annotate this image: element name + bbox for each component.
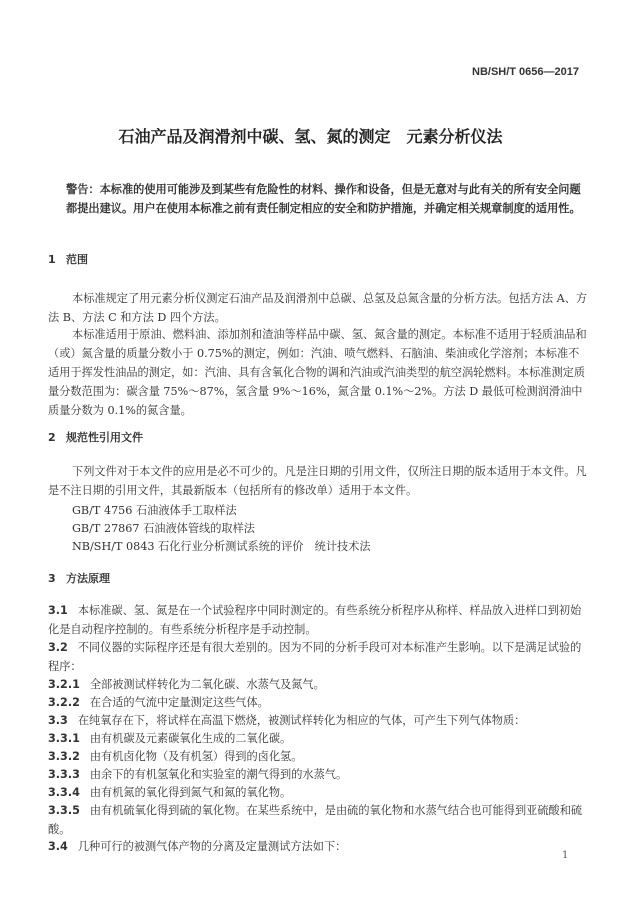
section-title: 规范性引用文件: [66, 431, 143, 444]
clause-3-3: [48, 712, 588, 731]
clause-number: 3.3.1: [48, 732, 80, 745]
clause-text: 由有机氮的氧化得到氮气和氮的氧化物。: [89, 786, 292, 799]
clause-text: 本标准碳、氢、氮是在一个试验程序中同时测定的。有些系统分析程序从称样、样品放入进样口到初始化是自动程序控制的。有些系统分析程序是手动控制。: [48, 604, 582, 636]
section-number: 2: [48, 431, 56, 444]
normative-reference: NB/SH/T 0843 石化行业分析测试系统的评价 统计技术法: [72, 540, 371, 553]
clause-text: 由有机硫氧化得到硫的氧化物。在某些系统中，是由硫的氧化物和水蒸气结合也可能得到亚硫酸和硫酸。: [48, 804, 583, 836]
clause-3-2-1: [48, 676, 588, 695]
clause-3-3-4: [48, 784, 588, 803]
clause-number: 3.3.2: [48, 750, 80, 763]
clause-text: 在纯氧存在下，将试样在高温下燃烧，被测试样转化为相应的气体，可产生下列气体物质：: [77, 714, 526, 727]
clause-number: 3.2: [48, 641, 68, 654]
clause-text: 在合适的气流中定量测定这些气体。: [89, 696, 269, 709]
document-title: 石油产品及润滑剂中碳、氢、氮的测定 元素分析仪法: [118, 127, 503, 146]
clause-text: 不同仪器的实际程序还是有很大差别的。因为不同的分析手段可对本标准产生影响。以下是满足试验的程序：: [48, 641, 582, 673]
section-1-heading: [48, 251, 88, 267]
section-1-paragraph-2: 本标准适用于原油、燃料油、添加剂和渣油等样品中碳、氢、氮含量的测定。本标准不适用于轻质油品和（或）氮含量的质量分数小于 0.75%的测定，例如：汽油、喷气燃料、石脑油、柴油或化学溶剂；本标准不适用于挥发性油品的测定，如：汽油、具有含氧化合物的调和汽油或汽油类型的航空涡轮燃料。本标准测定质量分数范围为：碳含量 75%～87%，氢含量 9%～16%，氮含量 0.1%～2%。方法 D 最低可检测润滑油中质量分数为 0.1%的氮含量。: [48, 328, 587, 417]
clause-number: 3.4: [48, 840, 68, 853]
clause-text: 由余下的有机氢氧化和实验室的潮气得到的水蒸气。: [89, 768, 348, 781]
clause-text: 几种可行的被测气体产物的分离及定量测试方法如下：: [77, 840, 347, 853]
clause-3-2: [48, 639, 588, 676]
clause-number: 3.3.5: [48, 804, 80, 817]
clause-text: 全部被测试样转化为二氧化碳、水蒸气及氮气。: [89, 678, 325, 691]
clause-number: 3.3.3: [48, 768, 80, 781]
clause-3-3-1: [48, 730, 588, 749]
clause-3-3-2: [48, 748, 588, 767]
section-number: 3: [48, 572, 56, 585]
standard-number: NB/SH/T 0656—2017: [472, 66, 579, 78]
normative-reference: GB/T 27867 石油液体管线的取样法: [72, 522, 255, 535]
section-2-paragraph-1: 下列文件对于本文件的应用是必不可少的。凡是注日期的引用文件，仅所注日期的版本适用于本文件。凡是不注日期的引用文件，其最新版本（包括所有的修改单）适用于本文件。: [48, 465, 587, 497]
clause-text: 由有机卤化物（及有机氢）得到的卤化氢。: [89, 750, 303, 763]
clause-3-3-5: [48, 802, 588, 839]
clause-number: 3.1: [48, 604, 68, 617]
warning-paragraph: 警告：本标准的使用可能涉及到某些有危险性的材料、操作和设备，但是无意对与此有关的所有安全问题都提出建议。用户在使用本标准之前有责任制定相应的安全和防护措施，并确定相关规章制度的适用性。: [66, 183, 581, 215]
clause-3-1: [48, 602, 588, 639]
normative-reference: GB/T 4756 石油液体手工取样法: [72, 504, 237, 517]
section-1-paragraph-1: 本标准规定了用元素分析仪测定石油产品及润滑剂中总碳、总氢及总氮含量的分析方法。包括方法 A、方法 B、方法 C 和方法 D 四个方法。: [48, 292, 588, 324]
section-title: 范围: [66, 253, 88, 266]
clause-number: 3.3.4: [48, 786, 80, 799]
section-3-heading: [48, 570, 110, 586]
section-title: 方法原理: [66, 572, 110, 585]
clause-number: 3.2.2: [48, 696, 80, 709]
clause-number: 3.2.1: [48, 678, 80, 691]
page-number: 1: [562, 850, 569, 861]
clause-number: 3.3: [48, 714, 68, 727]
section-2-heading: [48, 429, 143, 445]
clause-3-3-3: [48, 766, 588, 785]
clause-text: 由有机碳及元素碳氧化生成的二氧化碳。: [89, 732, 292, 745]
clause-3-4: [48, 838, 588, 857]
clause-3-2-2: [48, 694, 588, 713]
section-number: 1: [48, 253, 56, 266]
